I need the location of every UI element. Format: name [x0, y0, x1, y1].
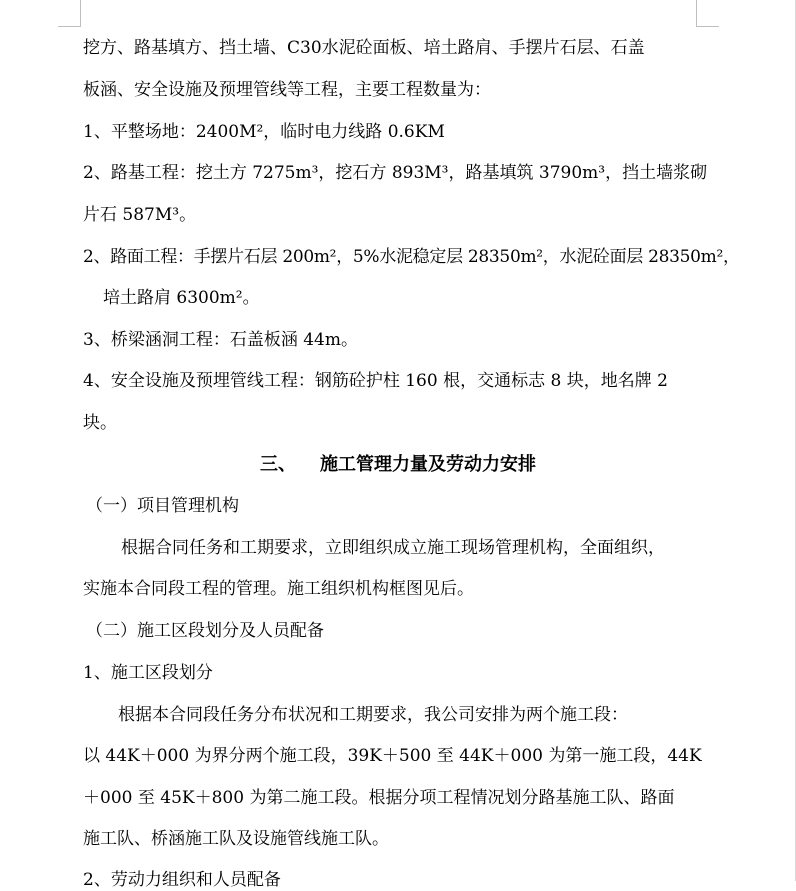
page-corner-mark-right [696, 0, 719, 27]
page-corner-mark-left [58, 0, 81, 27]
list-item-2: 2、路基工程：挖土方 7275m³，挖石方 893M³，路基填筑 3790m³，挡土墙浆砌 [83, 163, 708, 183]
list-item-5: 4、安全设施及预埋管线工程：钢筋砼护柱 160 根，交通标志 8 块，地名牌 2 [83, 371, 668, 391]
list-item-heading: 2、劳动力组织和人员配备 [83, 870, 281, 890]
section-number: 三、 [260, 454, 296, 475]
subsection-heading-1: （一）项目管理机构 [86, 496, 239, 516]
paragraph-line: 挖方、路基填方、挡土墙、C30水泥砼面板、培土路肩、手摆片石层、石盖 [83, 38, 645, 58]
paragraph-line: 施工队、桥涵施工队及设施管线施工队。 [83, 829, 389, 849]
list-item-heading: 1、施工区段划分 [83, 663, 213, 683]
section-title: 施工管理力量及劳动力安排 [320, 454, 536, 475]
section-heading [0, 454, 796, 476]
list-item-4: 3、桥梁涵洞工程：石盖板涵 44m。 [83, 330, 358, 350]
list-item-2-cont: 片石 587M³。 [83, 205, 197, 225]
list-item-3-cont: 培土路肩 6300m²。 [103, 288, 260, 308]
paragraph-line: 根据本合同段任务分布状况和工期要求，我公司安排为两个施工段： [118, 705, 628, 725]
paragraph-line: 板涵、安全设施及预埋管线等工程，主要工程数量为： [83, 80, 491, 100]
paragraph-line: ＋000 至 45K＋800 为第二施工段。根据分项工程情况划分路基施工队、路面 [83, 788, 675, 808]
list-item-3: 2、路面工程：手摆片石层 200m²，5%水泥稳定层 28350m²，水泥砼面层 28350m²， [83, 247, 740, 267]
paragraph-line: 以 44K＋000 为界分两个施工段，39K＋500 至 44K＋000 为第一施工段，44K [83, 746, 702, 766]
subsection-heading-2: （二）施工区段划分及人员配备 [86, 621, 324, 641]
paragraph-line: 实施本合同段工程的管理。施工组织机构框图见后。 [83, 579, 474, 599]
list-item-5-cont: 块。 [83, 413, 117, 433]
list-item-1: 1、平整场地：2400M²，临时电力线路 0.6KM [83, 122, 445, 142]
paragraph-line: 根据合同任务和工期要求，立即组织成立施工现场管理机构，全面组织， [121, 538, 665, 558]
